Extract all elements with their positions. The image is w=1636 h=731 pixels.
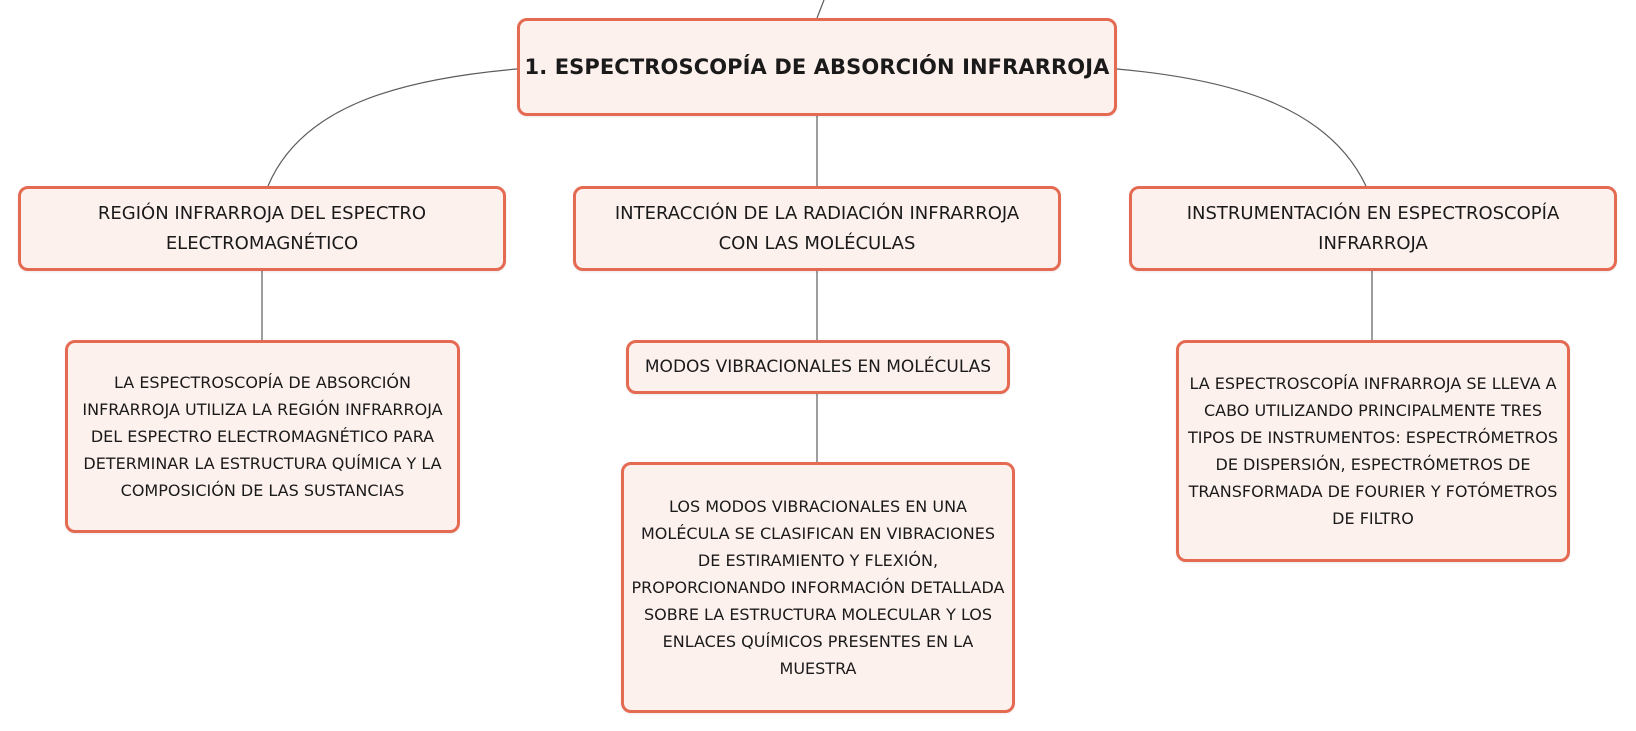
root-topic-label: 1. ESPECTROSCOPÍA DE ABSORCIÓN INFRARROJA bbox=[524, 55, 1110, 79]
branch-node-radiation-interaction[interactable] bbox=[573, 186, 1061, 271]
subtopic-label: MODOS VIBRACIONALES EN MOLÉCULAS bbox=[644, 356, 992, 377]
connector-root-to-branch-1 bbox=[268, 69, 517, 186]
detail-node-infrared-region[interactable] bbox=[65, 340, 460, 533]
connector-parent-to-root bbox=[817, 0, 824, 18]
connector-root-to-branch-3 bbox=[1117, 69, 1366, 186]
branch-label: INSTRUMENTACIÓN EN ESPECTROSCOPÍA INFRARROJA bbox=[1186, 202, 1560, 254]
detail-text: LA ESPECTROSCOPÍA DE ABSORCIÓN INFRARROJA UTILIZA LA REGIÓN INFRARROJA DEL ESPECTRO ELECTROMAGNÉTICO PARA DETERMINAR LA ESTRUCTURA QUÍMICA Y LA COMPOSICIÓN DE LAS SUSTANCIAS bbox=[82, 373, 443, 500]
root-topic-node[interactable] bbox=[517, 18, 1117, 116]
branch-label: REGIÓN INFRARROJA DEL ESPECTRO ELECTROMAGNÉTICO bbox=[97, 202, 427, 254]
branch-label: INTERACCIÓN DE LA RADIACIÓN INFRARROJA CON LAS MOLÉCULAS bbox=[614, 202, 1020, 254]
branch-node-infrared-region[interactable] bbox=[18, 186, 506, 271]
branch-node-instrumentation[interactable] bbox=[1129, 186, 1617, 271]
subtopic-node-vibrational-modes[interactable] bbox=[626, 340, 1010, 394]
detail-text: LOS MODOS VIBRACIONALES EN UNA MOLÉCULA SE CLASIFICAN EN VIBRACIONES DE ESTIRAMIENTO Y FLEXIÓN, PROPORCIONANDO INFORMACIÓN DETALLADA SOBRE LA ESTRUCTURA MOLECULAR Y LOS ENLACES QUÍMICOS PRESENTES EN LA MUESTRA bbox=[631, 497, 1005, 678]
detail-node-vibrational-modes[interactable] bbox=[621, 462, 1015, 713]
detail-node-instrumentation[interactable] bbox=[1176, 340, 1570, 562]
detail-text: LA ESPECTROSCOPÍA INFRARROJA SE LLEVA A CABO UTILIZANDO PRINCIPALMENTE TRES TIPOS DE INSTRUMENTOS: ESPECTRÓMETROS DE DISPERSIÓN, ESPECTRÓMETROS DE TRANSFORMADA DE FOURIER Y FOTÓMETROS DE FILTRO bbox=[1187, 374, 1559, 528]
